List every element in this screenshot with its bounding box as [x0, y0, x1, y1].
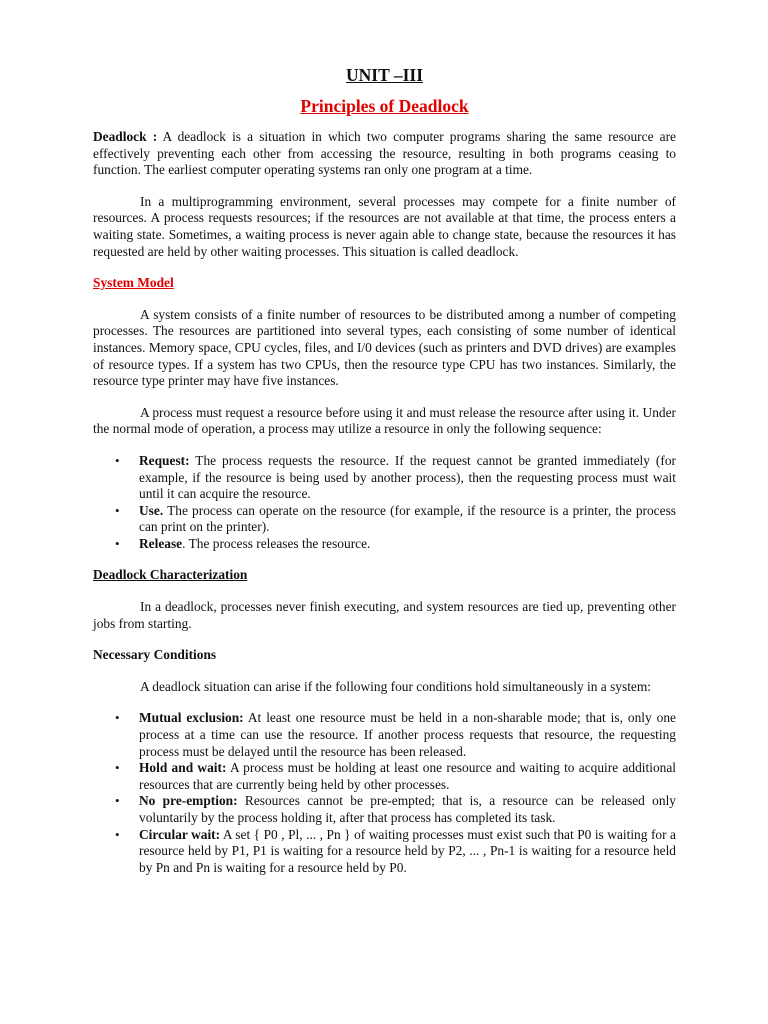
list-item	[93, 453, 676, 503]
intro-paragraph-2: In a multiprogramming environment, several processes may compete for a finite number of resources. A process requests resources; if the resources are not available at that time, the process enters a waiting state. Sometimes, a waiting process is never again able to change state, because the resources it has requested are held by other waiting processes. This situation is called deadlock.	[93, 193, 676, 259]
list-item-term: Circular wait:	[139, 826, 221, 842]
bullet-icon: •	[115, 760, 120, 776]
list-item	[93, 710, 676, 760]
list-item-text: A process must be holding at least one resource and waiting to acquire additional resources that are currently being held by other processes.	[139, 760, 676, 792]
conditions-heading: Necessary Conditions	[93, 647, 217, 663]
characterization-paragraph: In a deadlock, processes never finish executing, and system resources are tied up, preventing other jobs from starting.	[93, 599, 676, 631]
list-item-text: A set { P0 , Pl, ... , Pn } of waiting processes must exist such that P0 is waiting for a resource held by P1, P1 is waiting for a resource held by P2, ... , Pn-1 is waiting for a resource held by Pn and Pn is waiting for a resource held by P0.	[139, 826, 676, 875]
characterization-heading: Deadlock Characterization	[93, 567, 248, 583]
list-item-text: Resources cannot be pre-empted; that is, a resource can be released only voluntarily by the process holding it, after that process has completed its task.	[139, 793, 676, 825]
list-item-text: The process can operate on the resource (for example, if the resource is a printer, the process can print on the printer).	[139, 502, 676, 535]
list-item-term: Hold and wait:	[139, 760, 227, 776]
list-item	[93, 503, 676, 536]
bullet-icon: •	[115, 535, 120, 551]
list-item	[93, 536, 676, 553]
system-model-paragraph-2: A process must request a resource before using it and must release the resource after using it. Under the normal mode of operation, a process may utilize a resource in only the following sequence:	[93, 404, 676, 437]
list-item	[93, 793, 676, 826]
system-model-paragraph-1: A system consists of a finite number of resources to be distributed among a number of competing processes. The resources are partitioned into several types, each consisting of some number of identical instances. Memory space, CPU cycles, files, and I/0 devices (such as printers and DVD drives) are examples of resource types. If a system has two CPUs, then the resource type CPU has two instances. Similarly, the resource type printer may have five instances.	[93, 306, 676, 389]
list-item-text: At least one resource must be held in a non-sharable mode; that is, only one process at a time can use the resource. If another process requests that resource, the requesting process must be delayed until the resource has been released.	[139, 710, 677, 759]
conditions-list	[93, 710, 676, 876]
page-title: Principles of Deadlock	[300, 96, 469, 116]
list-item-text: . The process releases the resource.	[182, 535, 371, 551]
list-item-text: The process requests the resource. If the request cannot be granted immediately (for example, if the resource is being used by another process), then the requesting process must wait until it can acquire the resource.	[139, 452, 676, 502]
bullet-icon: •	[115, 710, 120, 726]
list-item	[93, 760, 676, 793]
conditions-paragraph: A deadlock situation can arise if the following four conditions hold simultaneously in a system:	[140, 678, 651, 694]
list-item-term: No pre-emption:	[139, 793, 238, 809]
bullet-icon: •	[115, 793, 120, 809]
list-item-term: Release	[139, 535, 183, 551]
system-model-heading: System Model	[93, 275, 174, 291]
intro-text: A deadlock is a situation in which two computer programs sharing the same resource are effectively preventing each other from accessing the resource, resulting in both programs ceasing to function. The earliest computer operating systems ran only one program at a time.	[93, 129, 676, 178]
bullet-icon: •	[115, 826, 120, 842]
document-content	[93, 64, 676, 876]
intro-paragraph	[93, 129, 676, 179]
list-item	[93, 827, 676, 877]
bullet-icon: •	[115, 452, 120, 468]
intro-term: Deadlock :	[93, 129, 158, 144]
list-item-term: Request:	[139, 452, 190, 468]
list-item-term: Mutual exclusion:	[139, 710, 244, 726]
unit-title: UNIT –III	[346, 65, 423, 85]
list-item-term: Use.	[139, 502, 164, 518]
resource-sequence-list	[93, 453, 676, 553]
bullet-icon: •	[115, 502, 120, 518]
